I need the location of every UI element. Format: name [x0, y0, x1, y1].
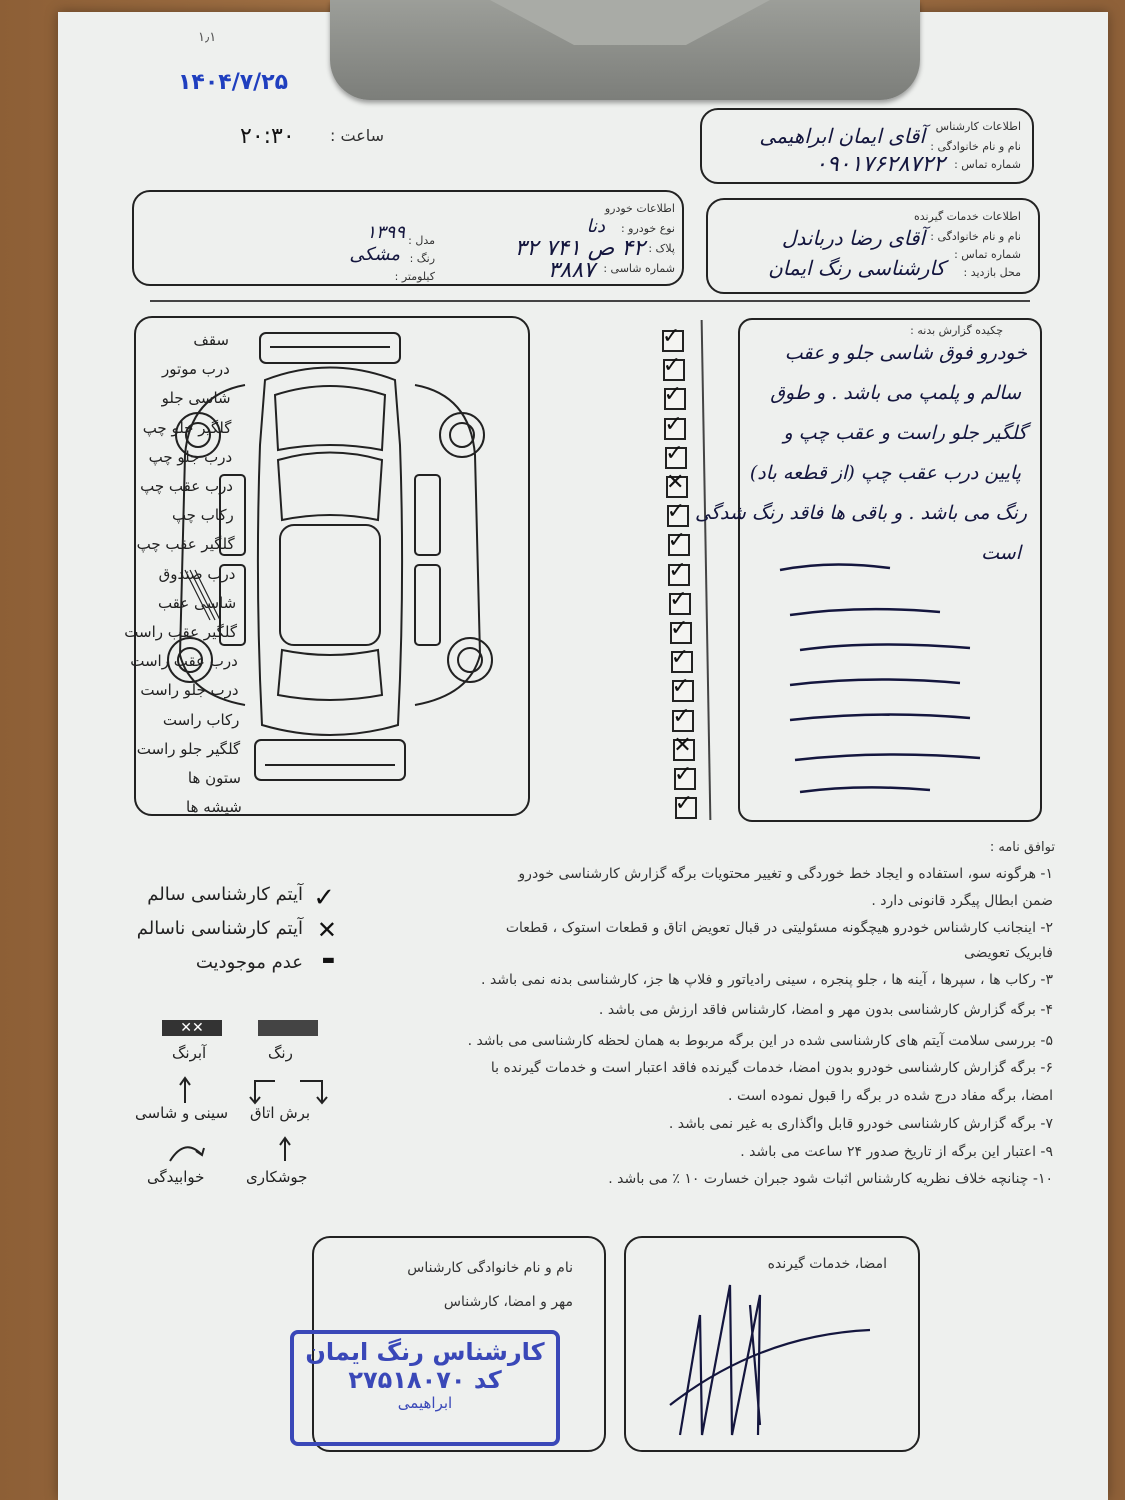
paint-swatch-icon — [258, 1020, 318, 1036]
checklist-checkbox[interactable] — [669, 586, 691, 615]
check-mark-icon: ✓ — [667, 528, 687, 554]
summary-title: چکیده گزارش بدنه : — [910, 324, 1003, 337]
checklist-row — [0, 762, 700, 790]
check-mark-icon: ✓ — [674, 762, 693, 787]
expert-seal-label: مهر و امضا، کارشناس — [443, 1294, 573, 1310]
time-value: ۲۰:۳۰ — [240, 124, 295, 149]
vehicle-type-label: نوع خودرو : — [620, 222, 675, 235]
legend-apron-label: سینی و شاسی — [135, 1104, 229, 1122]
checklist-label: شیشه ها — [186, 798, 242, 817]
model-label: مدل : — [408, 234, 435, 247]
term-line: ۴- برگه گزارش کارشناسی بدون مهر و امضا، کارشناس فاقد ارزش می باشد . — [598, 1002, 1053, 1018]
checklist-label: درب موتور — [162, 360, 230, 379]
term-line: ۷- برگه گزارش کارشناسی خودرو قابل واگذاری به غیر نمی باشد . — [668, 1116, 1053, 1132]
checklist-label: گلگیر جلو چپ — [142, 418, 232, 437]
checklist-checkbox[interactable] — [667, 528, 690, 556]
checklist-checkbox[interactable] — [670, 616, 692, 644]
checklist-checkbox[interactable] — [674, 762, 696, 790]
summary-line: گلگیر جلو راست و عقب چپ و — [783, 422, 1027, 444]
check-mark-icon: ✓ — [674, 791, 694, 817]
color-value: مشکی — [349, 244, 400, 265]
chassis-label: شماره شاسی : — [603, 262, 675, 275]
client-name-label: نام و نام خانوادگی : — [930, 230, 1021, 243]
legend-touchup-label: آبرنگ — [172, 1044, 207, 1062]
expert-name-label: نام و نام خانوادگی : — [930, 140, 1021, 153]
checklist-checkbox[interactable] — [666, 499, 689, 527]
checklist-checkbox[interactable] — [670, 645, 693, 673]
checklist-checkbox[interactable] — [662, 324, 684, 352]
summary-line: پایین درب عقب چپ (از قطعه باد) — [749, 462, 1021, 484]
term-line: فابریک تعویضی — [963, 945, 1053, 961]
checklist-label: سقف — [193, 331, 229, 349]
expert-name-value: آقای ایمان ابراهیمی — [759, 124, 925, 148]
checklist-row — [0, 616, 700, 644]
checklist-checkbox[interactable] — [662, 353, 685, 381]
term-line: ۵- بررسی سلامت آیتم های کارشناسی شده در این برگه مربوط به همان لحظه کارشناسی می باشد . — [467, 1033, 1053, 1049]
checklist-checkbox[interactable] — [665, 440, 687, 469]
check-icon: ✓ — [313, 883, 335, 913]
summary-line: است — [981, 542, 1021, 564]
legend-cut-label: برش اتاق — [250, 1104, 311, 1122]
check-mark-icon: ✓ — [669, 586, 688, 612]
form-date: ۱۴۰۴/۷/۲۵ — [178, 70, 289, 95]
cross-mark-icon: ✕ — [673, 732, 692, 758]
checklist-checkbox[interactable] — [674, 791, 697, 819]
section-divider — [150, 300, 1030, 302]
checklist-label: ستون ها — [187, 769, 241, 787]
cross-icon: ✕ — [316, 916, 337, 944]
touchup-swatch-icon: ✕✕ — [162, 1020, 222, 1036]
checklist-label: گلگیر جلو راست — [136, 739, 241, 758]
legend-paint-label: رنگ — [268, 1044, 293, 1062]
check-mark-icon: ✓ — [671, 674, 691, 700]
checklist-row — [0, 732, 700, 761]
checklist-label: گلگیر عقب چپ — [136, 535, 235, 554]
check-mark-icon: ✓ — [670, 616, 689, 641]
check-mark-icon: ✓ — [668, 557, 687, 583]
client-sig-label: امضا، خدمات گیرنده — [767, 1256, 887, 1272]
check-mark-icon: ✓ — [665, 440, 684, 466]
checklist-checkbox[interactable] — [663, 382, 686, 410]
check-mark-icon: ✓ — [663, 382, 683, 408]
legend-bad-label: آیتم کارشناسی ناسالم — [136, 918, 303, 939]
term-line: ضمن ابطال پیگرد قانونی دارد . — [871, 893, 1053, 909]
term-line: ۶- برگه گزارش کارشناسی خودرو بدون امضا، خدمات گیرنده فاقد اعتبار است و خدمات گیرنده با — [490, 1060, 1053, 1076]
checklist-label: رکاب راست — [162, 710, 240, 729]
checklist-label: گلگیر عقب راست — [124, 623, 237, 641]
location-value: کارشناسی رنگ ایمان — [768, 256, 945, 280]
checklist-row — [0, 528, 700, 556]
checklist-row — [0, 440, 700, 469]
checklist-row — [0, 382, 700, 410]
time-label: ساعت : — [330, 126, 385, 145]
checklist-row — [0, 586, 700, 615]
term-line: ۱۰- چنانچه خلاف نظریه کارشناس اثبات شود جبران خسارت ۱۰ ٪ می باشد . — [608, 1171, 1053, 1187]
client-phone-label: شماره تماس : — [954, 248, 1021, 261]
checklist-row — [0, 703, 700, 732]
checklist-row — [0, 645, 700, 673]
km-label: کیلومتر : — [394, 270, 435, 283]
term-line: امضا، برگه مفاد درج شده در برگه را قبول نموده است . — [728, 1088, 1053, 1104]
expert-name-sig-label: نام و نام خانوادگی کارشناس — [407, 1260, 573, 1276]
summary-line: رنگ می باشد . و باقی ها فاقد رنگ شدگی — [695, 502, 1027, 524]
checklist-checkbox[interactable] — [672, 703, 694, 732]
cross-mark-icon: ✕ — [666, 470, 685, 495]
color-label: رنگ : — [409, 252, 435, 265]
summary-line: سالم و پلمپ می باشد . و طوق — [770, 382, 1021, 404]
checklist-label: شاسی عقب — [157, 593, 237, 612]
checklist-row — [0, 674, 700, 702]
expert-phone-label: شماره تماس : — [954, 158, 1021, 171]
model-value: ۱۳۹۹ — [366, 222, 405, 243]
checklist-checkbox[interactable] — [671, 674, 694, 702]
term-line: ۳- رکاب ها ، سپرها ، آینه ها ، جلو پنجره ، سینی رادیاتور و فلاپ ها جز، کارشناسی بدنه نمی باشد . — [481, 972, 1053, 988]
legend-dent-label: خوابیدگی — [147, 1168, 205, 1186]
checklist-row — [0, 499, 700, 527]
checklist-checkbox[interactable] — [668, 557, 690, 586]
checklist-row — [0, 353, 700, 381]
checklist-row — [0, 791, 700, 819]
check-mark-icon: ✓ — [664, 411, 683, 437]
stamp-name: ابراهیمی — [397, 1394, 453, 1412]
terms-title: توافق نامه : — [989, 840, 1055, 855]
checklist-label: رکاب چپ — [171, 506, 234, 525]
summary-line: خودرو فوق شاسی جلو و عقب — [784, 342, 1027, 364]
metal-clip — [330, 0, 920, 100]
location-label: محل بازدید : — [963, 266, 1021, 279]
vehicle-title: اطلاعات خودرو — [604, 202, 675, 215]
checklist-label: درب صندوق — [158, 564, 236, 583]
weld-dent-icons — [160, 1135, 340, 1165]
check-mark-icon: ✓ — [662, 324, 681, 349]
checklist-checkbox[interactable] — [673, 732, 695, 761]
expert-stamp — [290, 1330, 560, 1446]
checklist-row — [0, 557, 700, 586]
dash-icon: ▬ — [321, 952, 335, 968]
stamp-code: کد ۲۷۵۱۸۰۷۰ — [348, 1366, 502, 1394]
arrow-icons — [150, 1075, 340, 1105]
checklist-row — [0, 470, 700, 498]
expert-title: اطلاعات کارشناس — [935, 120, 1021, 133]
term-line: ۹- اعتبار این برگه از تاریخ صدور ۲۴ ساعت می باشد . — [740, 1144, 1053, 1160]
checklist-label: درب عقب راست — [130, 652, 238, 671]
check-mark-icon: ✓ — [672, 703, 691, 729]
legend-none-label: عدم موجودیت — [195, 952, 303, 973]
expert-phone-value: ۰۹۰۱۷۶۲۸۷۲۲ — [815, 152, 945, 177]
checklist-checkbox[interactable] — [666, 470, 688, 498]
plate-value: ۴۲ ص ۷۴۱ ۳۲ — [514, 236, 645, 261]
checklist-label: درب جلو چپ — [148, 447, 233, 466]
check-mark-icon: ✓ — [670, 645, 690, 671]
stamp-title: کارشناس رنگ ایمان — [305, 1338, 545, 1366]
checklist-label: درب جلو راست — [140, 681, 239, 700]
client-title: اطلاعات خدمات گیرنده — [913, 210, 1021, 223]
term-line: ۲- اینجانب کارشناس خودرو هیچگونه مسئولیتی در قبال تعویض اتاق و قطعات استوک ، قطعات — [505, 920, 1053, 936]
checklist-row — [0, 411, 700, 440]
strike-lines — [770, 560, 1020, 800]
client-name-value: آقای رضا درباندل — [781, 226, 925, 250]
term-line: ۱- هرگونه سو، استفاده و ایجاد خط خوردگی و تغییر محتویات برگه گزارش کارشناسی خودرو — [518, 866, 1053, 882]
legend-ok-label: آیتم کارشناسی سالم — [147, 884, 303, 905]
vehicle-type-value: دنا — [586, 216, 605, 237]
checklist-label: درب عقب چپ — [140, 477, 233, 495]
legend-weld-label: جوشکاری — [246, 1168, 308, 1186]
plate-label: پلاک : — [648, 242, 675, 255]
checklist-label: شاسی جلو — [161, 389, 231, 408]
check-mark-icon: ✓ — [662, 353, 682, 379]
client-signature-scribble — [640, 1275, 900, 1445]
chassis-value: ۳۸۸۷ — [547, 258, 595, 283]
checklist-row — [0, 324, 700, 352]
corner-note: ۱٫۱ — [198, 30, 217, 45]
checklist-checkbox[interactable] — [664, 411, 686, 440]
check-mark-icon: ✓ — [666, 499, 686, 525]
